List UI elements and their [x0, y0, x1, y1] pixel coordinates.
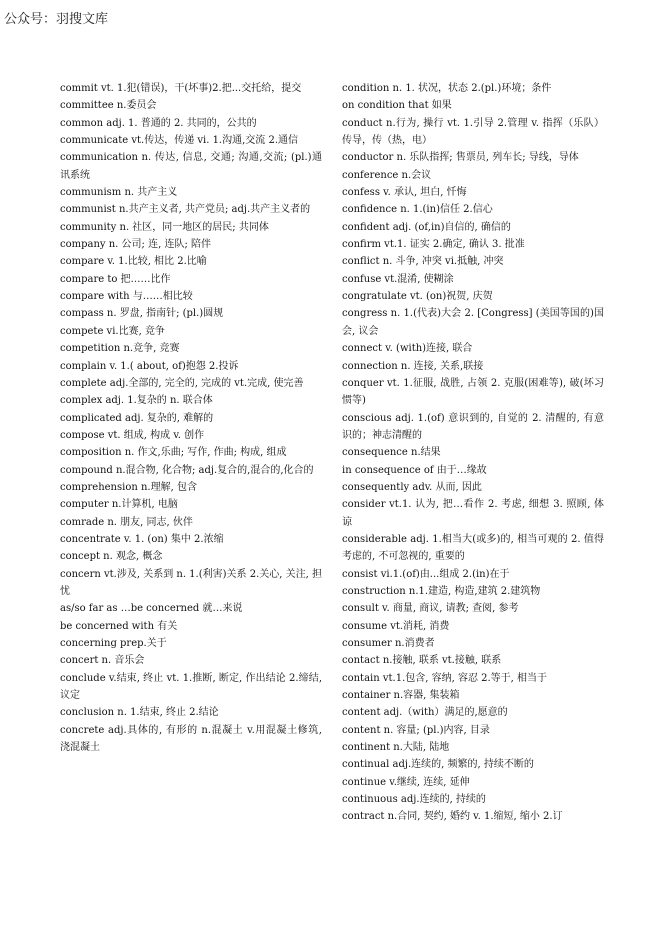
vocab-entry: compare with 与……相比较: [60, 291, 193, 303]
vocab-entry: composition n. 作文,乐曲; 写作, 作曲; 构成, 组成: [60, 447, 287, 459]
vocab-entry: contact n.接触, 联系 vt.接触, 联系: [342, 655, 502, 667]
watermark: 公众号：羽搜文库: [4, 12, 109, 27]
vocab-entry: consequently adv. 从而, 因此: [342, 481, 482, 493]
vocab-entry: continue v.继续, 连续, 延伸: [342, 776, 470, 788]
vocab-entry: content adj.（with）满足的,愿意的: [342, 707, 508, 719]
vocab-entry: confidence n. 1.(in)信任 2.信心: [342, 204, 493, 216]
vocab-entry: congress n. 1.(代表)大会 2. [Congress] (美国等国的)国会, 议会: [342, 308, 604, 337]
right-column: [342, 80, 604, 826]
vocab-entry: compare to 把……比作: [60, 273, 171, 285]
vocab-entry: in consequence of 由于…缘故: [342, 464, 487, 476]
vocab-entry: concept n. 观念, 概念: [60, 551, 163, 563]
vocab-entry: on condition that 如果: [342, 100, 452, 112]
vocab-entry: continual adj.连续的, 频繁的, 持续不断的: [342, 759, 534, 771]
vocab-entry: company n. 公司; 连, 连队; 陪伴: [60, 239, 211, 251]
vocab-entry: as/so far as …be concerned 就…来说: [60, 603, 243, 615]
vocab-entry: concerning prep.关于: [60, 638, 167, 649]
vocab-entry: communism n. 共产主义: [60, 187, 178, 199]
vocab-entry: compare v. 1.比较, 相比 2.比喻: [60, 256, 207, 268]
vocab-entry: communicate vt.传达，传递 vi. 1.沟通,交流 2.通信: [60, 135, 299, 147]
vocab-entry: compound n.混合物, 化合物; adj.复合的,混合的,化合的: [60, 464, 314, 476]
vocab-entry: conquer vt. 1.征服, 战胜, 占领 2. 克服(困难等), 破(坏习惯等): [342, 377, 604, 407]
vocab-entry: concert n. 音乐会: [60, 655, 145, 667]
vocab-entry: continent n.大陆, 陆地: [342, 742, 450, 754]
vocab-entry: communist n.共产主义者, 共产党员; adj.共产主义者的: [60, 204, 311, 216]
vocab-entry: considerable adj. 1.相当大(或多)的, 相当可观的 2. 值得考虑的, 不可忽视的, 重要的: [342, 533, 604, 563]
vocab-entry: condition n. 1. 状况，状态 2.(pl.)环境；条件: [342, 83, 552, 94]
vocab-entry: community n. 社区，同一地区的居民; 共同体: [60, 221, 269, 233]
vocab-entry: connect v. (with)连接, 联合: [342, 343, 473, 355]
vocab-entry: consume vt.消耗, 消费: [342, 620, 450, 632]
vocab-entry: confuse vt.混淆, 使糊涂: [342, 273, 454, 285]
vocab-entry: congratulate vt. (on)祝贺, 庆贺: [342, 291, 493, 303]
vocab-entry: conference n.会议: [342, 169, 432, 181]
vocab-entry: consider vt.1. 认为, 把…看作 2. 考虑, 细想 3. 照顾, 体谅: [342, 499, 604, 528]
vocab-entry: be concerned with 有关: [60, 620, 178, 632]
vocab-entry: common adj. 1. 普通的 2. 共同的，公共的: [60, 117, 257, 129]
vocab-entry: consist vi.1.(of)由...组成 2.(in)在于: [342, 568, 510, 580]
vocab-entry: conclude v.结束, 终止 vt. 1.推断, 断定, 作出结论 2.缔结, 议定: [60, 672, 322, 702]
vocab-entry: conclusion n. 1.结束, 终止 2.结论: [60, 707, 219, 719]
vocab-entry: concrete adj.具体的, 有形的 n.混凝土 v.用混凝土修筑, 浇混凝土: [60, 724, 322, 754]
vocab-entry: compete vi.比赛, 竞争: [60, 325, 165, 337]
vocab-entry: compass n. 罗盘, 指南针; (pl.)圆规: [60, 308, 224, 320]
vocab-entry: construction n.1.建造, 构造,建筑 2.建筑物: [342, 585, 541, 597]
vocab-entry: confirm vt.1. 证实 2.确定, 确认 3. 批准: [342, 239, 525, 251]
vocab-entry: conductor n. 乐队指挥; 售票员, 列车长; 导线，导体: [342, 152, 579, 164]
vocab-entry: contain vt.1.包含, 容纳, 容忍 2.等于, 相当于: [342, 672, 548, 684]
vocab-entry: connection n. 连接, 关系,联接: [342, 360, 484, 372]
vocab-entry: conduct n.行为, 操行 vt. 1.引导 2.管理 v. 指挥（乐队）传导，传（热，电）: [342, 117, 604, 147]
vocab-entry: confident adj. (of,in)自信的, 确信的: [342, 221, 511, 233]
vocab-entry: consumer n.消费者: [342, 638, 435, 649]
vocab-entry: conscious adj. 1.(of) 意识到的, 自觉的 2. 清醒的, 有意识的；神志清醒的: [342, 412, 604, 441]
vocab-entry: computer n.计算机, 电脑: [60, 499, 178, 511]
vocab-entry: committee n.委员会: [60, 100, 157, 112]
vocab-entry: content n. 容量; (pl.)内容, 目录: [342, 724, 490, 736]
vocab-entry: comprehension n.理解, 包含: [60, 481, 197, 493]
vocab-entry: continuous adj.连续的, 持续的: [342, 794, 486, 806]
left-column: [60, 80, 322, 756]
vocab-entry: complicated adj. 复杂的, 难解的: [60, 412, 214, 424]
vocab-entry: confess v. 承认, 坦白, 忏悔: [342, 187, 467, 199]
vocab-entry: contract n.合同, 契约, 婚约 v. 1.缩短, 缩小 2.订: [342, 811, 563, 823]
vocab-entry: comrade n. 朋友, 同志, 伙伴: [60, 516, 193, 528]
vocab-entry: complain v. 1.( about, of)抱怨 2.投诉: [60, 360, 239, 372]
vocab-entry: compose vt. 组成, 构成 v. 创作: [60, 429, 205, 441]
vocab-entry: container n.容器, 集装箱: [342, 690, 460, 702]
vocab-entry: consequence n.结果: [342, 447, 441, 459]
vocab-entry: complex adj. 1.复杂的 n. 联合体: [60, 395, 213, 407]
vocab-entry: consult v. 商量, 商议, 请教; 查阅, 参考: [342, 603, 519, 615]
vocab-entry: concentrate v. 1. (on) 集中 2.浓缩: [60, 533, 224, 545]
vocab-entry: concern vt.涉及, 关系到 n. 1.(利害)关系 2.关心, 关注, 担忧: [60, 568, 322, 597]
vocab-entry: complete adj.全部的, 完全的, 完成的 vt.完成, 使完善: [60, 377, 304, 389]
vocab-entry: communication n. 传达, 信息, 交通; 沟通,交流; (pl.)通讯系统: [60, 152, 322, 181]
vocab-entry: competition n.竞争, 竞赛: [60, 343, 180, 355]
vocab-entry: conflict n. 斗争, 冲突 vi.抵触, 冲突: [342, 256, 504, 268]
vocab-entry: commit vt. 1.犯(错误)，干(坏事)2.把...交托给，提交: [60, 83, 302, 94]
